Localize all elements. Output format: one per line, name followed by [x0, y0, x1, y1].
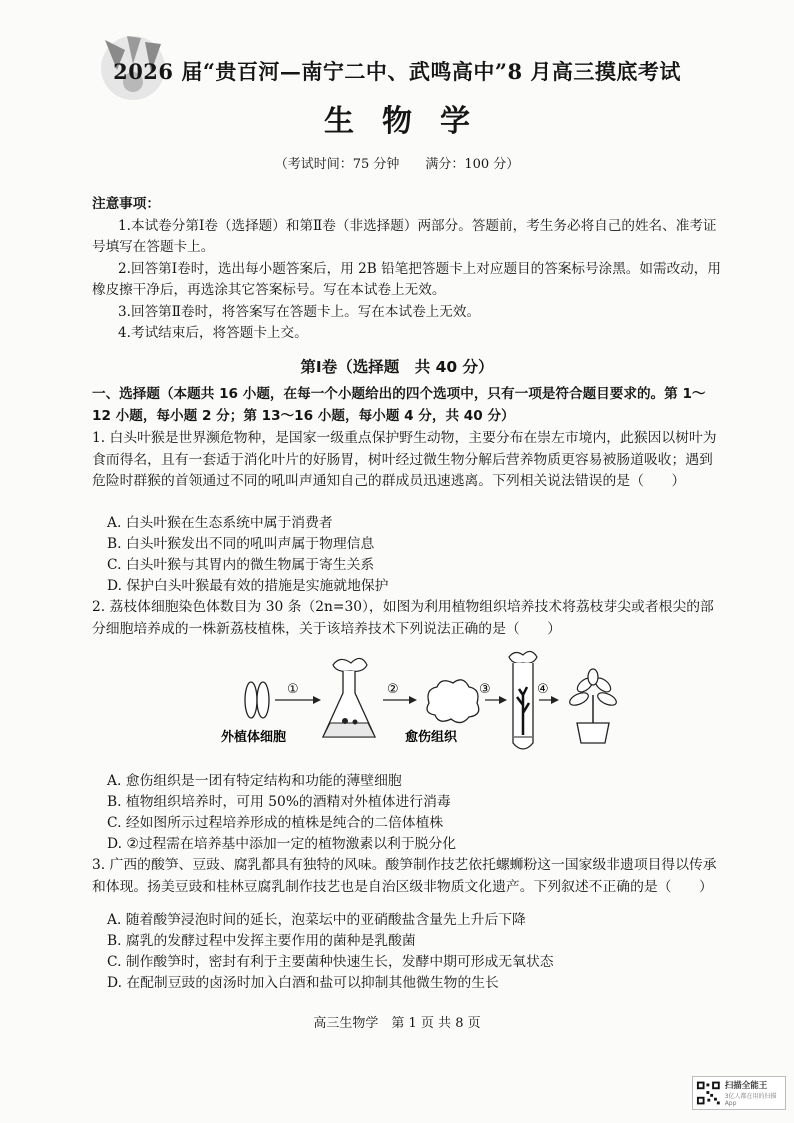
- tissue-culture-diagram: [215, 645, 625, 765]
- explant-label: 外植体细胞: [221, 730, 287, 745]
- exam-info: （考试时间：75 分钟 满分：100 分）: [274, 157, 520, 172]
- question-1-option-c: C. 白头叶猴与其胃内的微生物属于寄生关系: [107, 557, 375, 573]
- question-3-option-a: A. 随着酸笋浸泡时间的延长，泡菜坛中的亚硝酸盐含量先上升后下降: [107, 912, 526, 928]
- question-2-stem: 2. 荔枝体细胞染色体数目为 30 条（2n=30），如图为利用植物组织培养技术将荔枝芽尖或者根尖的部分细胞培养成的一株新荔枝植株，关于该培养技术下列说法正确的是（ ）: [92, 599, 714, 637]
- question-3-stem: 3. 广西的酸笋、豆豉、腐乳都具有独特的风味。酸笋制作技艺依托螺蛳粉这一国家级非遗项目得以传承和体现。扬美豆豉和桂林豆腐乳制作技艺也是自治区级非物质文化遗产。下列叙述不正确的是（ ）: [92, 857, 717, 895]
- subject-title: 生物学: [324, 104, 498, 139]
- question-2-option-d: D. ②过程需在培养基中添加一定的植物激素以利于脱分化: [107, 836, 457, 852]
- callus-label: 愈伤组织: [405, 730, 458, 745]
- note-item-3: 3.回答第Ⅱ卷时，将答案写在答题卡上。写在本试卷上无效。: [118, 303, 481, 320]
- question-2-option-b: B. 植物组织培养时，可用 50%的酒精对外植体进行消毒: [107, 794, 451, 810]
- scanner-badge: [692, 1076, 786, 1110]
- note-item-4: 4.考试结束后，将答题卡上交。: [118, 325, 308, 341]
- section-instructions: 一、选择题（本题共 16 小题，在每一个小题给出的四个选项中，只有一项是符合题目要求的。第 1～12 小题，每小题 2 分；第 13～16 小题，每小题 4 分，共 40 分）: [92, 386, 706, 424]
- note-item-1: 1.本试卷分第Ⅰ卷（选择题）和第Ⅱ卷（非选择题）两部分。答题前，考生务必将自己的姓名、准考证号填写在答题卡上。: [92, 217, 717, 255]
- callus-icon: [427, 680, 479, 723]
- step-2-label: ②: [387, 682, 399, 697]
- step-3-label: ③: [479, 682, 491, 697]
- section-title: 第Ⅰ卷（选择题 共 40 分）: [300, 358, 494, 376]
- scanner-text: [725, 1079, 785, 1107]
- explant-cells-icon: [245, 682, 269, 718]
- test-tube-seedling-icon: [509, 651, 537, 749]
- note-item-2: 2.回答第Ⅰ卷时，选出每小题答案后，用 2B 铅笔把答题卡上对应题目的答案标号涂黑。如需改动，用橡皮擦干净后，再选涂其它答案标号。写在本试卷上无效。: [92, 260, 721, 298]
- page-footer: 高三生物学 第 1 页 共 8 页: [313, 1016, 481, 1031]
- question-3: [92, 855, 722, 898]
- question-1-option-b: B. 白头叶猴发出不同的吼叫声属于物理信息: [107, 536, 375, 552]
- question-3-option-d: D. 在配制豆豉的卤汤时加入白酒和盐可以抑制其他微生物的生长: [107, 975, 499, 991]
- culture-flask-icon: [323, 658, 375, 737]
- question-1-option-d: D. 保护白头叶猴最有效的措施是实施就地保护: [107, 578, 389, 594]
- notes-heading: 注意事项：: [92, 196, 160, 212]
- question-1-stem: 1. 白头叶猴是世界濒危物种，是国家一级重点保护野生动物，主要分布在崇左市境内，此猴因以树叶为食而得名，且有一套适于消化叶片的好肠胃，树叶经过微生物分解后营养物质更容易被肠道吸收；遇到危险时群猴的首领通过不同的吼叫声通知自己的群成员迅速逃离。下列相关说法错误的是（ ）: [92, 430, 717, 489]
- question-2: [92, 597, 722, 640]
- notes-section: [92, 194, 722, 345]
- question-1: [92, 428, 722, 493]
- question-3-option-b: B. 腐乳的发酵过程中发挥主要作用的菌种是乳酸菌: [107, 933, 416, 949]
- qr-code-icon: [696, 1080, 721, 1106]
- potted-plant-icon: [568, 669, 618, 743]
- step-4-label: ④: [537, 682, 549, 697]
- question-3-option-c: C. 制作酸笋时，密封有利于主要菌种快速生长，发酵中期可形成无氧状态: [107, 954, 554, 970]
- question-1-option-a: A. 白头叶猴在生态系统中属于消费者: [107, 515, 333, 531]
- question-2-option-a: A. 愈伤组织是一团有特定结构和功能的薄壁细胞: [107, 773, 402, 789]
- scanner-tagline: 3亿人都在用的扫描App: [724, 1093, 777, 1107]
- question-2-option-c: C. 经如图所示过程培养形成的植株是纯合的二倍体植株: [107, 815, 444, 831]
- step-1-label: ①: [287, 682, 299, 697]
- exam-title: 2026 届“贵百河—南宁二中、武鸣高中”8 月高三摸底考试: [113, 59, 681, 84]
- scanner-app-name: 扫描全能王: [724, 1081, 768, 1091]
